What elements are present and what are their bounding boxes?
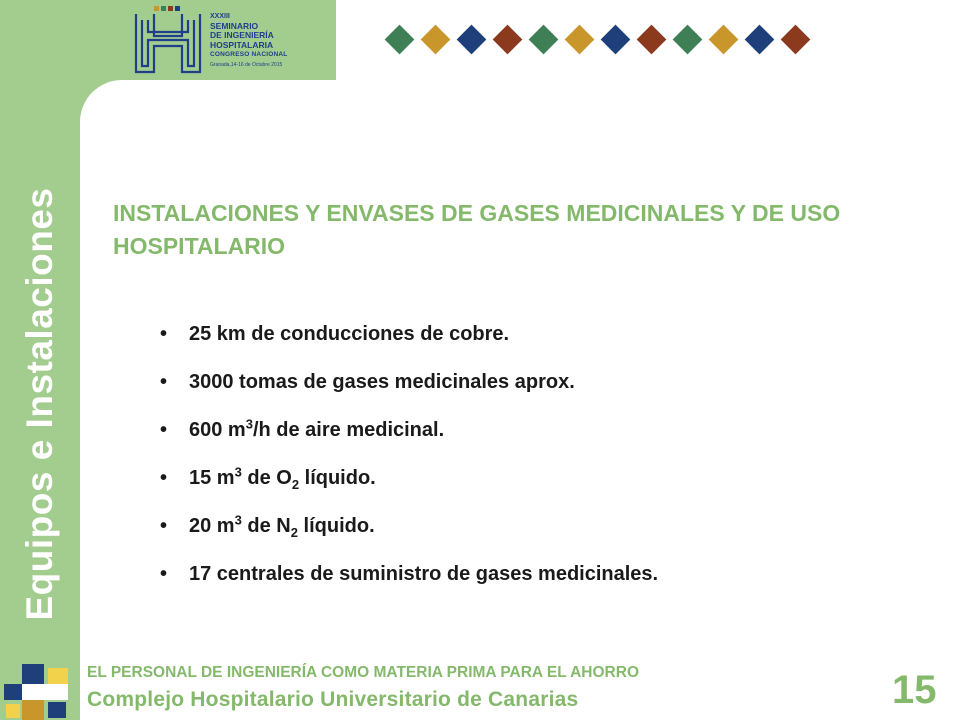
diamond-icon xyxy=(384,24,414,54)
list-item: • 3000 tomas de gases medicinales aprox. xyxy=(160,364,658,412)
page-number: 15 xyxy=(892,668,937,712)
facts-list xyxy=(160,316,658,604)
footer-tagline: EL PERSONAL DE INGENIERÍA COMO MATERIA PRIMA PARA EL AHORRO xyxy=(87,664,640,681)
seminar-logo-mark xyxy=(132,6,204,76)
list-item: • 600 $m^3/h$ de aire medicinal. xyxy=(160,412,658,460)
bullet-mark: • xyxy=(160,419,168,441)
diamond-icon xyxy=(600,24,630,54)
logo-line-congreso: CONGRESO NACIONAL xyxy=(210,51,288,58)
logo-line-seminario: SEMINARIO xyxy=(210,20,259,31)
list-item: • 20 $m^3$ de $N_2$ líquido. xyxy=(160,508,658,556)
logo-line-fecha: Granada,14-16 de Octubre 2015 xyxy=(210,61,283,68)
list-item: • 17 centrales de suministro de gases medicinales. xyxy=(160,556,658,604)
bullet-mark: • xyxy=(160,323,168,345)
diamond-icon xyxy=(708,24,738,54)
bullet-mark: • xyxy=(160,515,168,537)
diamond-icon xyxy=(636,24,666,54)
footer-institution: Complejo Hospitalario Universitario de Canarias xyxy=(87,688,579,711)
diamond-decoration-row xyxy=(384,24,810,60)
diamond-icon xyxy=(744,24,774,54)
diamond-icon xyxy=(456,24,486,54)
list-item: • 25 km de conducciones de cobre. xyxy=(160,316,658,364)
seminar-logo xyxy=(112,0,336,80)
bullet-mark: • xyxy=(160,467,168,489)
diamond-icon xyxy=(564,24,594,54)
list-item: • 15 $m^3$ de $O_2$ líquido. xyxy=(160,460,658,508)
cross-pattern-icon xyxy=(0,664,80,720)
slide-heading: INSTALACIONES Y ENVASES DE GASES MEDICINALES Y DE USO HOSPITALARIO xyxy=(113,200,841,259)
bullet-mark: • xyxy=(160,371,168,393)
diamond-icon xyxy=(528,24,558,54)
diamond-icon xyxy=(492,24,522,54)
diamond-icon xyxy=(672,24,702,54)
logo-line-hospitalaria: HOSPITALARIA xyxy=(210,39,274,50)
diamond-icon xyxy=(780,24,810,54)
logo-line-ingenieria: DE INGENIERÍA xyxy=(210,30,274,40)
diamond-icon xyxy=(420,24,450,54)
seminar-logo-text xyxy=(210,12,334,70)
section-title-vertical: Equipos e Instalaciones xyxy=(19,187,60,621)
bullet-mark: • xyxy=(160,563,168,585)
logo-number: XXXIII xyxy=(210,13,230,20)
